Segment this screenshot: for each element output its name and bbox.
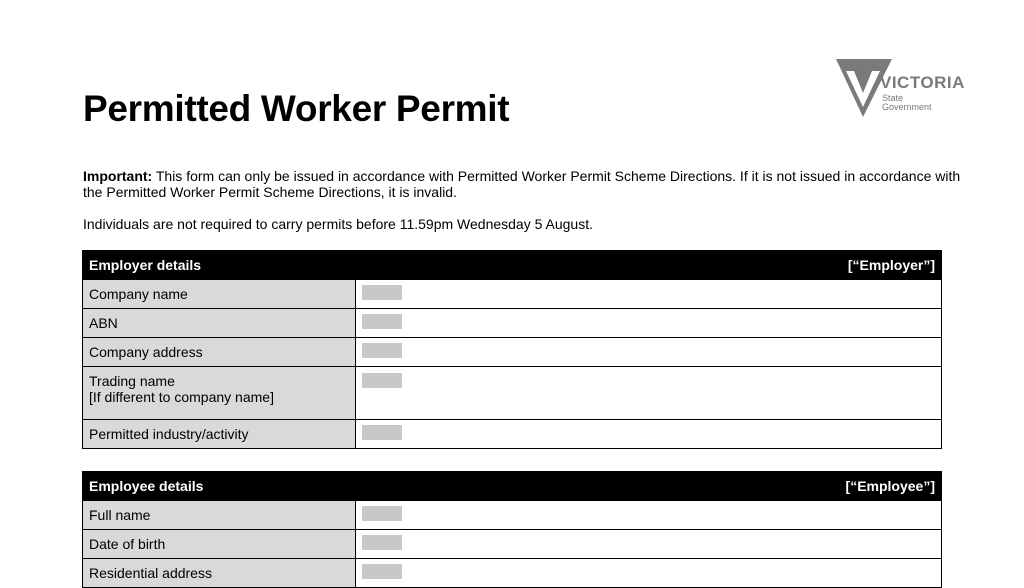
full-name-label: Full name (83, 501, 356, 530)
full-name-cell[interactable] (356, 501, 942, 530)
abn-field[interactable] (362, 314, 402, 329)
trading-name-label: Trading name (89, 373, 175, 389)
date-of-birth-cell[interactable] (356, 530, 942, 559)
employee-details-table (82, 471, 942, 588)
date-of-birth-field[interactable] (362, 535, 402, 550)
residential-address-cell[interactable] (356, 559, 942, 588)
table-row (83, 280, 942, 309)
company-address-field[interactable] (362, 343, 402, 358)
logo-line-2: Government (882, 102, 932, 112)
company-name-cell[interactable] (356, 280, 942, 309)
residential-address-field[interactable] (362, 564, 402, 579)
trading-name-cell[interactable] (356, 367, 942, 420)
employee-heading: Employee details (83, 472, 356, 501)
permitted-industry-label: Permitted industry/activity (83, 420, 356, 449)
carry-permit-note: Individuals are not required to carry permits before 11.59pm Wednesday 5 August. (83, 216, 593, 232)
employer-heading: Employer details (83, 251, 356, 280)
abn-cell[interactable] (356, 309, 942, 338)
permitted-industry-cell[interactable] (356, 420, 942, 449)
employer-details-table (82, 250, 942, 449)
table-row (83, 559, 942, 588)
table-row (83, 367, 942, 420)
residential-address-label: Residential address (83, 559, 356, 588)
trading-name-field[interactable] (362, 373, 402, 388)
company-name-label: Company name (83, 280, 356, 309)
table-row (83, 338, 942, 367)
victoria-government-logo (836, 57, 965, 119)
table-row (83, 501, 942, 530)
full-name-field[interactable] (362, 506, 402, 521)
table-row (83, 530, 942, 559)
logo-line-1: State (882, 93, 904, 103)
company-address-cell[interactable] (356, 338, 942, 367)
table-row (83, 420, 942, 449)
abn-label: ABN (83, 309, 356, 338)
employee-tag: [“Employee”] (356, 472, 942, 501)
date-of-birth-label: Date of birth (83, 530, 356, 559)
employer-header-row (83, 251, 942, 280)
company-name-field[interactable] (362, 285, 402, 300)
company-address-label: Company address (83, 338, 356, 367)
page-title: Permitted Worker Permit (83, 88, 510, 129)
important-text: This form can only be issued in accordance with Permitted Worker Permit Scheme Directions. If it is not issued in accordance with the Permitted Worker Permit Scheme Directions, it is invalid. (83, 168, 961, 200)
important-notice (83, 168, 963, 200)
logo-wordmark: VICTORIA (880, 73, 965, 92)
employer-tag: [“Employer”] (356, 251, 942, 280)
permitted-industry-field[interactable] (362, 425, 402, 440)
table-row (83, 309, 942, 338)
trading-name-label-cell (83, 367, 356, 420)
important-label: Important: (83, 168, 153, 184)
employee-header-row (83, 472, 942, 501)
trading-name-sublabel: [If different to company name] (89, 389, 274, 405)
